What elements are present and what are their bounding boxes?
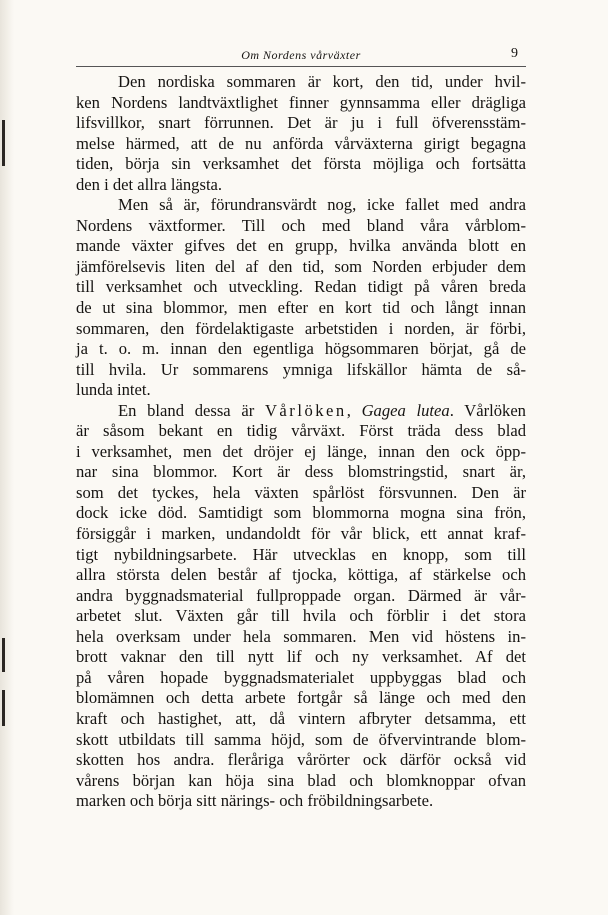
text-line: som det tyckes, hela växten spårlöst försvunnen. Den är — [76, 482, 526, 502]
text-line: den i det allra längsta. — [76, 174, 223, 194]
text-line: till verksamhet och utveckling. Redan tidigt på våren breda — [76, 277, 526, 297]
text-line: blomämnen och detta arbete fortgår så länge och med den — [76, 688, 526, 708]
text-line: skott utbildats till samma höjd, som de öfvervintrande blom- — [76, 729, 526, 749]
text-line: är såsom bekant en tidig vårväxt. Först träda dess blad — [76, 421, 526, 441]
text-fragment: , — [346, 400, 362, 420]
species-name-italic: Gagea lutea — [361, 400, 450, 420]
text-line: marken och börja sitt närings- och fröbildningsarbete. — [76, 791, 434, 811]
text-line: ja t. o. m. innan den egentliga högsommaren börjat, gå de — [76, 339, 526, 359]
text-line: melse härmed, att de nu anförda vårväxterna girigt begagna — [76, 133, 526, 153]
text-line: lifsvillkor, snart förrunnen. Det är ju i full öfverensstäm- — [76, 113, 526, 133]
text-fragment: . Vårlöken — [449, 400, 526, 420]
text-line: nar sina blommor. Kort är dess blomstringstid, snart är, — [76, 462, 526, 482]
body-text — [76, 72, 526, 812]
binding-mark — [2, 690, 5, 726]
text-line: Den nordiska sommaren är kort, den tid, under hvil- — [118, 72, 526, 91]
text-line: hela overksam under hela sommaren. Men vid höstens in- — [76, 626, 526, 646]
text-fragment: En bland dessa är — [118, 400, 265, 420]
running-header — [76, 46, 526, 67]
text-line: i verksamhet, men det dröjer ej länge, innan den ock öpp- — [76, 441, 526, 461]
text-line: de ut sina blommor, men efter en kort tid och långt innan — [76, 298, 526, 318]
text-line: tigt nybildningsarbete. Här utvecklas en knopp, som till — [76, 544, 526, 564]
text-line: jämförelsevis liten del af den tid, som Norden erbjuder dem — [76, 256, 526, 276]
text-line: till hvila. Ur sommarens ymniga lifskällor hämta de så- — [76, 359, 526, 379]
running-title: Om Nordens vårväxter — [241, 48, 361, 62]
text-line: allra största delen består af tjocka, köttiga, af stärkelse och — [76, 565, 526, 585]
text-line: dock icke död. Samtidigt som blommorna mogna sina frön, — [76, 503, 526, 523]
text-line: Men så är, förundransvärdt nog, icke fallet med andra — [118, 195, 526, 215]
page-number: 9 — [511, 46, 518, 61]
text-line: kraft och hastighet, att, då vintern afbryter detsamma, ett — [76, 708, 526, 728]
text-line: arbetet slut. Växten går till hvila och förblir i det stora — [76, 606, 526, 626]
paragraph-1 — [76, 72, 526, 195]
paragraph-2 — [76, 195, 526, 400]
binding-mark — [2, 120, 5, 166]
text-line: mande växter gifves det en grupp, hvilka använda blott en — [76, 236, 526, 256]
text-line: brott vaknar den till nytt lif och ny verksamhet. Af det — [76, 647, 526, 667]
text-line: ken Nordens landtväxtlighet finner gynnsamma eller drägliga — [76, 92, 526, 112]
text-line: försiggår i marken, undandoldt för vår blick, ett annat kraf- — [76, 524, 526, 544]
text-line: på våren hopade byggnadsmaterialet uppbyggas blad och — [76, 667, 526, 687]
text-line-first — [76, 401, 526, 422]
text-line: andra byggnadsmaterial fullproppade organ. Därmed är vår- — [76, 585, 526, 605]
text-line: lunda intet. — [76, 380, 151, 400]
text-line: skotten hos andra. fleråriga vårörter ock därför också vid — [76, 750, 526, 770]
common-name-spaced: Vårlöken — [264, 400, 347, 420]
text-line: tiden, börja sin verksamhet det första möjliga och fortsätta — [76, 154, 526, 174]
text-line: sommaren, den fördelaktigaste arbetstiden i norden, är förbi, — [76, 318, 526, 338]
text-line: vårens början kan höja sina blad och blomknoppar ofvan — [76, 770, 526, 790]
paragraph-3 — [76, 401, 526, 812]
binding-mark — [2, 638, 5, 672]
text-line: Nordens växtformer. Till och med bland våra vårblom- — [76, 215, 526, 235]
